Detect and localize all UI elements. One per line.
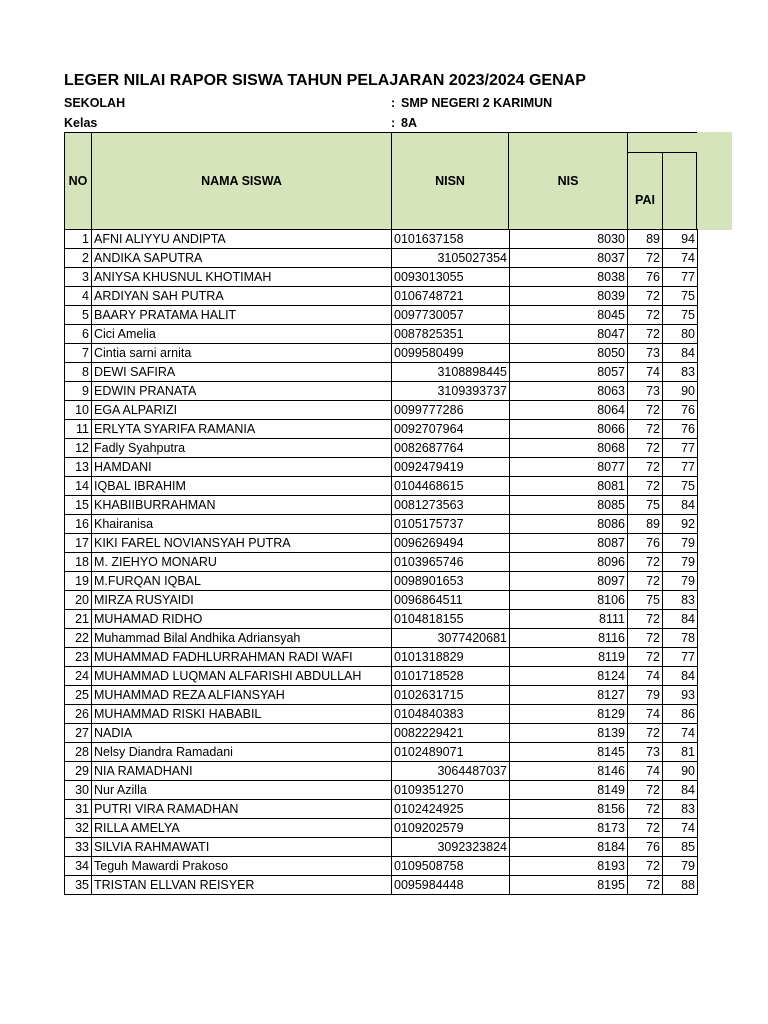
row-next-score: 76	[663, 420, 698, 439]
row-pai: 73	[628, 382, 663, 401]
row-no: 15	[65, 496, 92, 515]
row-pai: 73	[628, 743, 663, 762]
row-name: HAMDANI	[92, 458, 392, 477]
row-no: 20	[65, 591, 92, 610]
row-pai: 72	[628, 306, 663, 325]
row-no: 12	[65, 439, 92, 458]
row-nisn: 0104818155	[392, 610, 510, 629]
row-nisn: 0099580499	[392, 344, 510, 363]
row-nisn: 0102489071	[392, 743, 510, 762]
header-pai	[627, 152, 663, 230]
class-colon: :	[391, 116, 396, 130]
row-name: Cintia sarni arnita	[92, 344, 392, 363]
row-no: 14	[65, 477, 92, 496]
header-no: NO	[64, 132, 92, 230]
row-no: 7	[65, 344, 92, 363]
row-name: MUHAMMAD RISKI HABABIL	[92, 705, 392, 724]
row-nisn: 0099777286	[392, 401, 510, 420]
row-next-score: 75	[663, 477, 698, 496]
row-no: 19	[65, 572, 92, 591]
row-no: 2	[65, 249, 92, 268]
row-pai: 72	[628, 724, 663, 743]
row-nisn: 0093013055	[392, 268, 510, 287]
row-nis: 8139	[510, 724, 628, 743]
row-nisn: 0097730057	[392, 306, 510, 325]
row-no: 35	[65, 876, 92, 895]
row-pai: 89	[628, 515, 663, 534]
row-nisn: 3077420681	[392, 629, 510, 648]
row-no: 27	[65, 724, 92, 743]
row-nisn: 0082229421	[392, 724, 510, 743]
table-row	[65, 249, 698, 268]
row-pai: 74	[628, 705, 663, 724]
school-colon: :	[391, 96, 396, 110]
row-pai: 72	[628, 439, 663, 458]
row-nis: 8129	[510, 705, 628, 724]
row-nis: 8038	[510, 268, 628, 287]
row-pai: 76	[628, 268, 663, 287]
row-no: 17	[65, 534, 92, 553]
row-next-score: 77	[663, 439, 698, 458]
row-pai: 75	[628, 591, 663, 610]
row-next-score: 80	[663, 325, 698, 344]
row-nis: 8173	[510, 819, 628, 838]
row-no: 29	[65, 762, 92, 781]
row-name: MUHAMMAD FADHLURRAHMAN RADI WAFI	[92, 648, 392, 667]
row-pai: 74	[628, 363, 663, 382]
row-nis: 8146	[510, 762, 628, 781]
row-pai: 72	[628, 648, 663, 667]
row-pai: 89	[628, 230, 663, 249]
row-pai: 72	[628, 629, 663, 648]
row-pai: 72	[628, 458, 663, 477]
row-nis: 8039	[510, 287, 628, 306]
row-no: 10	[65, 401, 92, 420]
table-row	[65, 515, 698, 534]
row-nis: 8127	[510, 686, 628, 705]
table-row	[65, 325, 698, 344]
row-no: 28	[65, 743, 92, 762]
table-row	[65, 800, 698, 819]
table-row	[65, 420, 698, 439]
table-row	[65, 401, 698, 420]
row-pai: 72	[628, 572, 663, 591]
row-nisn: 0101637158	[392, 230, 510, 249]
row-name: NIA RAMADHANI	[92, 762, 392, 781]
table-row	[65, 743, 698, 762]
row-nis: 8097	[510, 572, 628, 591]
header-nisn: NISN	[391, 132, 509, 230]
table-row	[65, 477, 698, 496]
row-no: 3	[65, 268, 92, 287]
table-row	[65, 705, 698, 724]
table-row	[65, 591, 698, 610]
row-pai: 72	[628, 610, 663, 629]
row-nis: 8030	[510, 230, 628, 249]
row-no: 23	[65, 648, 92, 667]
row-nisn: 0105175737	[392, 515, 510, 534]
row-next-score: 90	[663, 762, 698, 781]
row-next-score: 84	[663, 344, 698, 363]
row-name: IQBAL IBRAHIM	[92, 477, 392, 496]
table-row	[65, 648, 698, 667]
row-nis: 8087	[510, 534, 628, 553]
row-no: 5	[65, 306, 92, 325]
row-no: 11	[65, 420, 92, 439]
row-name: ANDIKA SAPUTRA	[92, 249, 392, 268]
row-pai: 72	[628, 249, 663, 268]
row-nisn: 0109351270	[392, 781, 510, 800]
row-name: M. ZIEHYO MONARU	[92, 553, 392, 572]
row-nis: 8119	[510, 648, 628, 667]
table-row	[65, 781, 698, 800]
row-next-score: 83	[663, 363, 698, 382]
row-next-score: 90	[663, 382, 698, 401]
row-nis: 8064	[510, 401, 628, 420]
row-no: 9	[65, 382, 92, 401]
row-next-score: 93	[663, 686, 698, 705]
row-next-score: 84	[663, 667, 698, 686]
row-pai: 76	[628, 534, 663, 553]
row-next-score: 77	[663, 268, 698, 287]
row-next-score: 85	[663, 838, 698, 857]
row-no: 8	[65, 363, 92, 382]
table-row	[65, 876, 698, 895]
row-name: MUHAMAD RIDHO	[92, 610, 392, 629]
row-nisn: 3092323824	[392, 838, 510, 857]
row-name: DEWI SAFIRA	[92, 363, 392, 382]
row-no: 26	[65, 705, 92, 724]
row-next-score: 77	[663, 458, 698, 477]
row-no: 21	[65, 610, 92, 629]
header-pai-label: PAI	[635, 193, 655, 207]
row-pai: 72	[628, 477, 663, 496]
row-nis: 8077	[510, 458, 628, 477]
row-no: 18	[65, 553, 92, 572]
row-name: BAARY PRATAMA HALIT	[92, 306, 392, 325]
row-nis: 8111	[510, 610, 628, 629]
row-no: 16	[65, 515, 92, 534]
row-next-score: 86	[663, 705, 698, 724]
row-pai: 72	[628, 857, 663, 876]
table-row	[65, 382, 698, 401]
row-pai: 72	[628, 819, 663, 838]
header-name: NAMA SISWA	[91, 132, 392, 230]
row-next-score: 88	[663, 876, 698, 895]
row-pai: 72	[628, 325, 663, 344]
table-row	[65, 857, 698, 876]
row-pai: 79	[628, 686, 663, 705]
row-name: PUTRI VIRA RAMADHAN	[92, 800, 392, 819]
row-name: RILLA AMELYA	[92, 819, 392, 838]
row-no: 33	[65, 838, 92, 857]
row-name: ANIYSA KHUSNUL KHOTIMAH	[92, 268, 392, 287]
row-nisn: 0081273563	[392, 496, 510, 515]
row-pai: 72	[628, 420, 663, 439]
row-pai: 76	[628, 838, 663, 857]
row-next-score: 76	[663, 401, 698, 420]
row-pai: 72	[628, 876, 663, 895]
row-next-score: 79	[663, 553, 698, 572]
row-name: MIRZA RUSYAIDI	[92, 591, 392, 610]
row-nis: 8068	[510, 439, 628, 458]
row-nisn: 0096864511	[392, 591, 510, 610]
table-row	[65, 629, 698, 648]
row-next-score: 74	[663, 724, 698, 743]
table-row	[65, 610, 698, 629]
row-name: KHABIIBURRAHMAN	[92, 496, 392, 515]
table-row	[65, 762, 698, 781]
row-name: M.FURQAN IQBAL	[92, 572, 392, 591]
row-nisn: 0101318829	[392, 648, 510, 667]
table-row	[65, 268, 698, 287]
row-nisn: 0101718528	[392, 667, 510, 686]
row-name: SILVIA RAHMAWATI	[92, 838, 392, 857]
row-nis: 8184	[510, 838, 628, 857]
row-name: MUHAMMAD REZA ALFIANSYAH	[92, 686, 392, 705]
row-no: 25	[65, 686, 92, 705]
row-next-score: 84	[663, 496, 698, 515]
row-nisn: 0082687764	[392, 439, 510, 458]
row-pai: 72	[628, 781, 663, 800]
row-nis: 8050	[510, 344, 628, 363]
row-nis: 8057	[510, 363, 628, 382]
row-next-score: 94	[663, 230, 698, 249]
table-row	[65, 287, 698, 306]
row-nisn: 0104840383	[392, 705, 510, 724]
row-next-score: 79	[663, 857, 698, 876]
row-next-score: 81	[663, 743, 698, 762]
row-name: MUHAMMAD LUQMAN ALFARISHI ABDULLAH	[92, 667, 392, 686]
row-no: 32	[65, 819, 92, 838]
row-nis: 8047	[510, 325, 628, 344]
school-label: SEKOLAH	[64, 96, 126, 110]
row-nisn: 3064487037	[392, 762, 510, 781]
row-nisn: 0109202579	[392, 819, 510, 838]
header-next-subject	[662, 152, 697, 230]
row-pai: 74	[628, 667, 663, 686]
row-nisn: 0102631715	[392, 686, 510, 705]
table-row	[65, 230, 698, 249]
row-nisn: 3105027354	[392, 249, 510, 268]
row-pai: 72	[628, 553, 663, 572]
row-nis: 8106	[510, 591, 628, 610]
header-nis: NIS	[508, 132, 628, 230]
row-pai: 72	[628, 800, 663, 819]
row-no: 6	[65, 325, 92, 344]
row-no: 4	[65, 287, 92, 306]
row-name: ARDIYAN SAH PUTRA	[92, 287, 392, 306]
row-pai: 72	[628, 287, 663, 306]
row-name: AFNI ALIYYU ANDIPTA	[92, 230, 392, 249]
row-next-score: 78	[663, 629, 698, 648]
row-pai: 72	[628, 401, 663, 420]
table-row	[65, 439, 698, 458]
row-next-score: 79	[663, 572, 698, 591]
row-nisn: 0092479419	[392, 458, 510, 477]
row-nisn: 0106748721	[392, 287, 510, 306]
row-name: EDWIN PRANATA	[92, 382, 392, 401]
row-nis: 8124	[510, 667, 628, 686]
row-next-score: 77	[663, 648, 698, 667]
row-nis: 8045	[510, 306, 628, 325]
class-value: 8A	[401, 116, 417, 130]
row-no: 24	[65, 667, 92, 686]
row-next-score: 74	[663, 249, 698, 268]
row-nis: 8085	[510, 496, 628, 515]
row-nis: 8096	[510, 553, 628, 572]
table-row	[65, 724, 698, 743]
school-value: SMP NEGERI 2 KARIMUN	[401, 96, 553, 110]
row-name: Teguh Mawardi Prakoso	[92, 857, 392, 876]
row-nis: 8145	[510, 743, 628, 762]
row-name: Fadly Syahputra	[92, 439, 392, 458]
row-nis: 8066	[510, 420, 628, 439]
row-next-score: 74	[663, 819, 698, 838]
row-name: ERLYTA SYARIFA RAMANIA	[92, 420, 392, 439]
row-next-score: 84	[663, 781, 698, 800]
row-name: KIKI FAREL NOVIANSYAH PUTRA	[92, 534, 392, 553]
table-row	[65, 496, 698, 515]
row-name: Muhammad Bilal Andhika Adriansyah	[92, 629, 392, 648]
row-nisn: 0095984448	[392, 876, 510, 895]
row-name: NADIA	[92, 724, 392, 743]
row-nis: 8081	[510, 477, 628, 496]
table-row	[65, 819, 698, 838]
row-no: 31	[65, 800, 92, 819]
grades-table-body	[65, 230, 698, 895]
page-title: LEGER NILAI RAPOR SISWA TAHUN PELAJARAN 2023/2024 GENAP	[64, 72, 586, 89]
row-nisn: 0087825351	[392, 325, 510, 344]
row-pai: 73	[628, 344, 663, 363]
table-row	[65, 553, 698, 572]
row-name: Khairanisa	[92, 515, 392, 534]
row-nis: 8149	[510, 781, 628, 800]
row-nisn: 0096269494	[392, 534, 510, 553]
header-group-line	[627, 132, 697, 133]
row-nis: 8116	[510, 629, 628, 648]
table-row	[65, 838, 698, 857]
table-row	[65, 686, 698, 705]
row-no: 22	[65, 629, 92, 648]
grades-table	[64, 229, 698, 895]
class-label: Kelas	[64, 116, 98, 130]
row-nisn: 0092707964	[392, 420, 510, 439]
row-nis: 8193	[510, 857, 628, 876]
row-nis: 8063	[510, 382, 628, 401]
table-row	[65, 667, 698, 686]
row-pai: 75	[628, 496, 663, 515]
row-nisn: 0098901653	[392, 572, 510, 591]
row-next-score: 92	[663, 515, 698, 534]
row-next-score: 79	[663, 534, 698, 553]
row-name: Cici Amelia	[92, 325, 392, 344]
row-next-score: 83	[663, 591, 698, 610]
row-name: TRISTAN ELLVAN REISYER	[92, 876, 392, 895]
row-name: EGA ALPARIZI	[92, 401, 392, 420]
row-nisn: 3109393737	[392, 382, 510, 401]
row-pai: 74	[628, 762, 663, 781]
row-nis: 8156	[510, 800, 628, 819]
row-name: Nelsy Diandra Ramadani	[92, 743, 392, 762]
row-nis: 8195	[510, 876, 628, 895]
row-no: 30	[65, 781, 92, 800]
row-next-score: 83	[663, 800, 698, 819]
row-nisn: 0109508758	[392, 857, 510, 876]
row-nisn: 0104468615	[392, 477, 510, 496]
row-nisn: 3108898445	[392, 363, 510, 382]
row-next-score: 75	[663, 306, 698, 325]
row-no: 1	[65, 230, 92, 249]
table-row	[65, 306, 698, 325]
row-name: Nur Azilla	[92, 781, 392, 800]
table-row	[65, 363, 698, 382]
row-next-score: 84	[663, 610, 698, 629]
table-row	[65, 572, 698, 591]
row-nis: 8086	[510, 515, 628, 534]
row-no: 34	[65, 857, 92, 876]
table-row	[65, 344, 698, 363]
table-row	[65, 534, 698, 553]
row-next-score: 75	[663, 287, 698, 306]
row-nis: 8037	[510, 249, 628, 268]
row-nisn: 0103965746	[392, 553, 510, 572]
table-row	[65, 458, 698, 477]
row-nisn: 0102424925	[392, 800, 510, 819]
row-no: 13	[65, 458, 92, 477]
